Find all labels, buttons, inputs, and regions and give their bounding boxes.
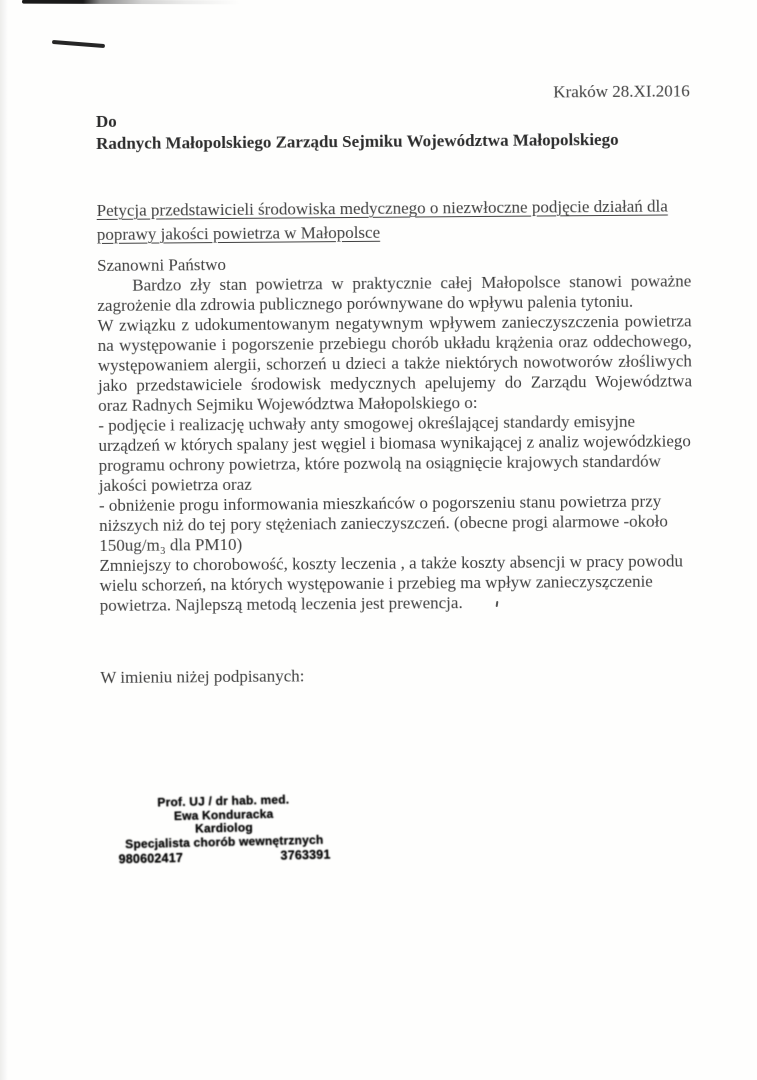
stamp-specialty2-line: Specjalista chorób wewnętrznych xyxy=(124,832,324,851)
scan-edge-shadow-left xyxy=(0,0,8,1080)
stamp-specialty-line: Kardiolog xyxy=(194,820,254,836)
recipient-block xyxy=(96,106,690,155)
stamp-name-line: Ewa Konduracka xyxy=(173,806,274,823)
date-line: Kraków 28.XI.2016 xyxy=(553,81,690,102)
doctor-stamp xyxy=(117,793,331,867)
letter-content xyxy=(95,0,694,688)
recipient-name: Radnych Małopolskiego Zarządu Sejmiku Województwa Małopolskiego xyxy=(96,129,619,153)
salutation: Szanowni Państwo xyxy=(97,254,227,275)
paragraph-context: W związku z udokumentowanym negatywnym wpływem zanieczyszczenia powietrza na występowanie i pogorszenie przebiegu chorób układu krążenia oraz oddechowego, występowaniem alergii, schorzeń u dzieci a także niektórych nowotworów złośliwych jako przedstawiciele środowisk medycznych apelujemy do Zarządu Województwa oraz Radnych Sejmiku Województwa Małopolskiego o: xyxy=(97,311,693,415)
stamp-number-left: 980602417 xyxy=(118,850,184,867)
demand-item-2: - obniżenie progu informowania mieszkańców o pogorszeniu stanu powietrza przy niższych niż do tej pory stężeniach zanieczyszczeń. (obecne progi alarmowe -około 150ug/m₃ dla PM10) xyxy=(98,491,668,555)
demand-item-1: - podjęcie i realizację uchwały anty smogowej określającej standardy emisyjne urządzeń w których spalany jest węgiel i biomasa wynikającej z analiz wojewódzkiego programu ochrony powietrza, które pozwolą na osiągnięcie krajowych standardów jakości powietrza oraz xyxy=(98,411,691,495)
closing-line: W imieniu niżej podpisanych: xyxy=(100,666,305,687)
stamp-number-right: 3763391 xyxy=(280,847,331,863)
paragraph-benefit: Zmniejszy to chorobowość, koszty leczenia , a także koszty absencji w pracy powodu wielu schorzeń, na których występowanie i przebieg ma wpływ zanieczyszczenie powietrza. Najlepszą metodą leczenia jest prewencja. xyxy=(99,551,683,615)
recipient-intro: Do xyxy=(95,111,117,131)
subject-heading: Petycja przedstawicieli środowiska medycznego o niezwłoczne podjęcie działań dla poprawy jakości powietrza w Małopolsce xyxy=(96,196,668,244)
stamp-title-line: Prof. UJ / dr hab. med. xyxy=(157,792,290,810)
stamp-numbers-row xyxy=(119,849,331,867)
paragraph-intro: Bardzo zły stan powietrza w praktycznie całej Małopolsce stanowi poważne zagrożenie dla zdrowia publicznego porównywane do wpływu palenia tytoniu. xyxy=(97,271,692,315)
